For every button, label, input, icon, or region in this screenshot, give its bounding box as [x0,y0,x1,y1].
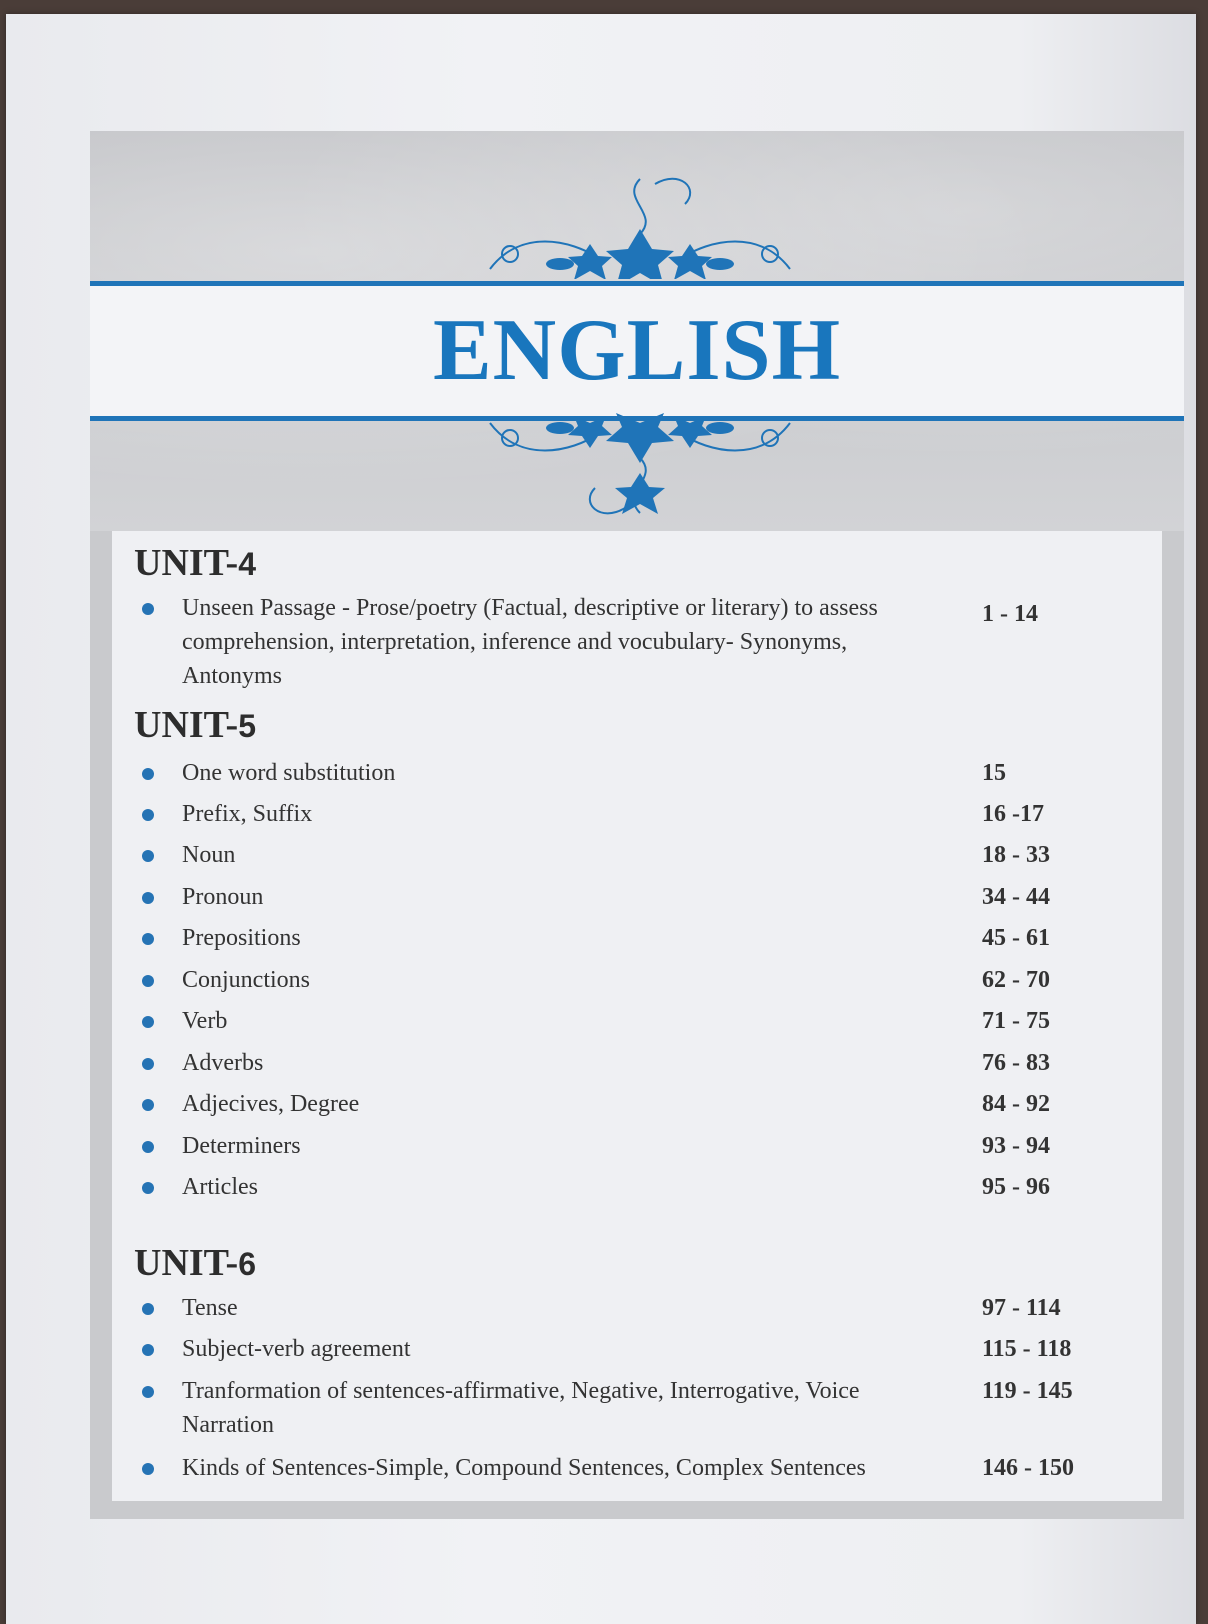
contents-list [112,531,1162,1501]
bullet-icon [142,603,154,615]
bullet-icon [142,1344,154,1356]
item-pages: 95 - 96 [982,1174,1050,1200]
item-label: Unseen Passage - Prose/poetry (Factual, descriptive or literary) to assess comprehension, interpretation, inference and vocubulary- Synonyms, Antonyms [182,595,878,689]
item-pages: 76 - 83 [982,1050,1050,1076]
bullet-icon [142,1182,154,1194]
floral-ornament-bottom-icon [480,413,800,533]
item-label: Verb [182,1008,228,1034]
unit-5-heading: UNIT-5 [134,704,256,746]
bullet-icon [142,933,154,945]
item-pages: 16 -17 [982,801,1044,827]
item-label: Tense [182,1295,238,1321]
item-label: Adjecives, Degree [182,1091,360,1117]
item-pages: 84 - 92 [982,1091,1050,1117]
bullet-icon [142,768,154,780]
item-label: Articles [182,1174,258,1200]
item-label: Pronoun [182,884,264,910]
item-label: Prefix, Suffix [182,801,313,827]
floral-ornament-top-icon [480,159,800,279]
item-label: Tranformation of sentences-affirmative, Negative, Interrogative, Voice Narration [182,1378,860,1438]
bullet-icon [142,1141,154,1153]
bullet-icon [142,809,154,821]
item-pages: 1 - 14 [982,601,1038,627]
item-pages: 119 - 145 [982,1378,1073,1404]
item-pages: 15 [982,760,1006,786]
unit-6-heading: UNIT-6 [134,1242,256,1284]
item-label: One word substitution [182,760,396,786]
item-pages: 71 - 75 [982,1008,1050,1034]
item-label: Adverbs [182,1050,264,1076]
bullet-icon [142,1463,154,1475]
item-pages: 34 - 44 [982,884,1050,910]
title-box [90,281,1184,421]
page-sheet [6,14,1196,1624]
item-pages: 97 - 114 [982,1295,1061,1321]
header-band [90,131,1184,531]
bullet-icon [142,1099,154,1111]
bullet-icon [142,1058,154,1070]
bullet-icon [142,975,154,987]
item-label: Prepositions [182,925,301,951]
item-label: Determiners [182,1133,301,1159]
item-label: Subject-verb agreement [182,1336,411,1362]
bullet-icon [142,1016,154,1028]
item-pages: 45 - 61 [982,925,1050,951]
item-label: Kinds of Sentences-Simple, Compound Sentences, Complex Sentences [182,1455,866,1481]
page-title: ENGLISH [432,302,842,399]
contents-frame [90,131,1184,1519]
item-pages: 115 - 118 [982,1336,1072,1362]
item-pages: 18 - 33 [982,842,1050,868]
bullet-icon [142,892,154,904]
bullet-icon [142,850,154,862]
item-pages: 146 - 150 [982,1455,1074,1481]
bullet-icon [142,1386,154,1398]
item-label: Conjunctions [182,967,311,993]
bullet-icon [142,1303,154,1315]
item-pages: 62 - 70 [982,967,1050,993]
item-pages: 93 - 94 [982,1133,1050,1159]
unit-4-heading: UNIT-4 [134,542,256,584]
item-label: Noun [182,842,236,868]
